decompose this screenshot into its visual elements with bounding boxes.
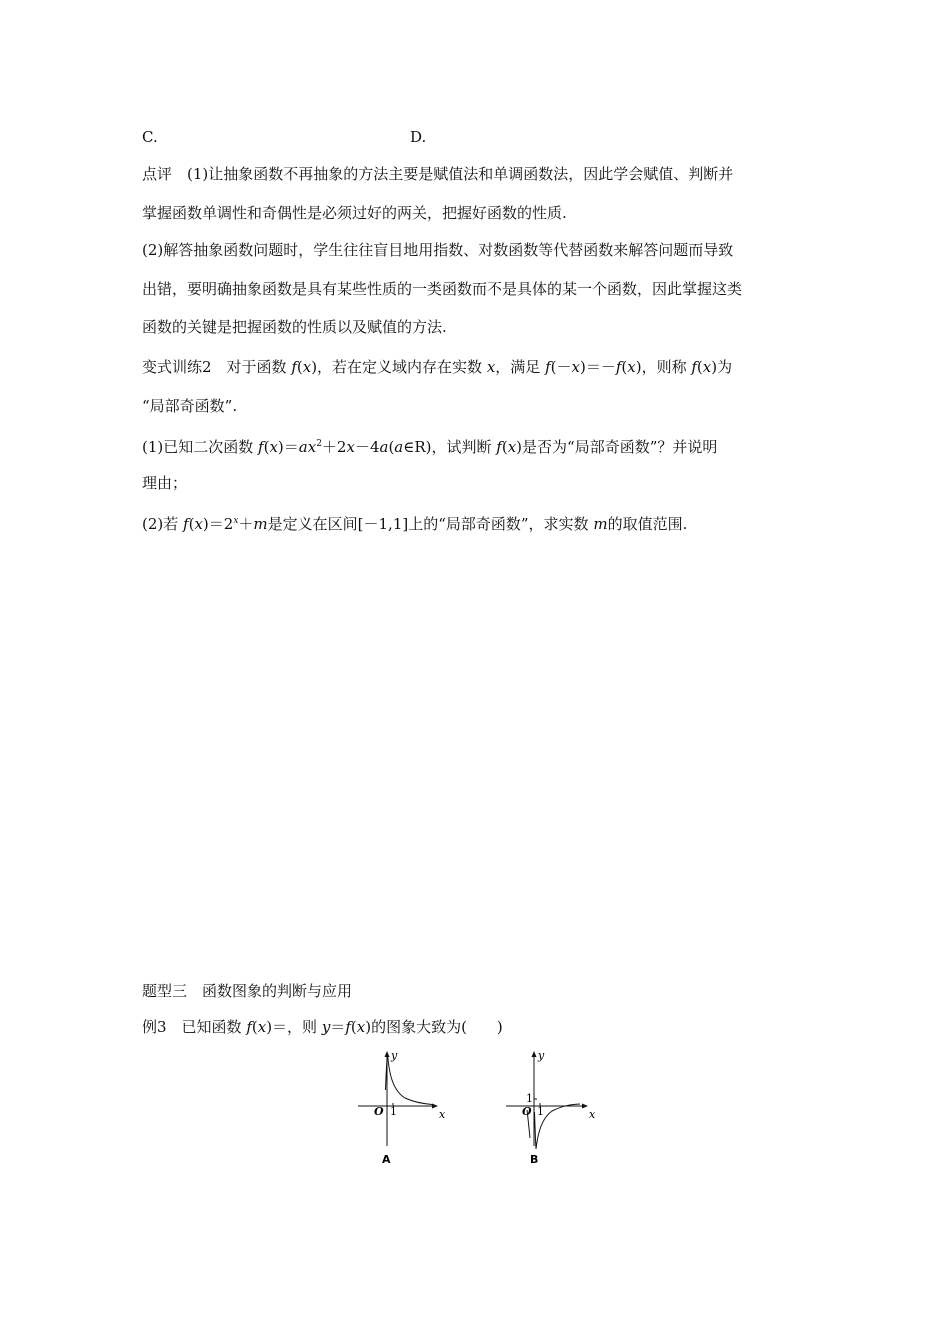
graph-a-x-label: x <box>439 1108 446 1121</box>
exercise-question2: (2)若 $f(x)=2^x+m$是定义在区间[－1,1]上的“局部奇函数”，求实数 m的取值范围. <box>142 515 688 533</box>
graph-a-x-arrow-icon <box>432 1104 438 1109</box>
graph-b-x-arrow-icon <box>582 1104 588 1109</box>
choice-c-label: C. <box>142 128 158 146</box>
graph-a-y-label: y <box>391 1049 398 1062</box>
section-title: 题型三 函数图象的判断与应用 <box>142 982 353 1000</box>
graph-a-tick-label: 1 <box>390 1105 397 1118</box>
comment-paragraph1-line2: 掌握函数单调性和奇偶性是必须过好的两关，把握好函数的性质. <box>142 204 567 222</box>
graph-b-y-arrow-icon <box>532 1051 537 1057</box>
graph-a-svg <box>350 1046 460 1171</box>
comment-paragraph2-line2: 出错，要明确抽象函数是具有某些性质的一类函数而不是具体的某一个函数，因此掌握这类 <box>142 280 743 298</box>
graph-b-svg <box>500 1046 610 1171</box>
graph-option-b[interactable] <box>500 1046 610 1171</box>
graph-a-origin-label: O <box>374 1105 384 1118</box>
comment-paragraph2-line1: (2)解答抽象函数问题时，学生往往盲目地用指数、对数函数等代替函数来解答问题而导致 <box>142 241 734 259</box>
graph-b-x-tick-label: 1 <box>537 1105 544 1118</box>
graph-b-x-label: x <box>589 1108 596 1121</box>
comment-paragraph1-line1: 点评 (1)让抽象函数不再抽象的方法主要是赋值法和单调函数法，因此学会赋值、判断并 <box>142 165 734 183</box>
exercise-question1-line1: (1)已知二次函数 $f(x)=ax^2+2x-4a(a\in R)$，试判断 f(x)是否为“局部奇函数”？并说明 <box>142 438 718 456</box>
comment-paragraph2-line3: 函数的关键是把握函数的性质以及赋值的方法. <box>142 318 447 336</box>
graph-b-y-label: y <box>538 1049 545 1062</box>
graph-a-letter: A <box>382 1153 391 1166</box>
example3-question: 例3 已知函数 f(x)＝，则 y＝f(x)的图象大致为( ) <box>142 1018 503 1036</box>
graph-option-a[interactable] <box>350 1046 460 1171</box>
exercise-question1-line2: 理由； <box>142 474 188 492</box>
exercise-intro-line2: “局部奇函数”. <box>142 397 238 415</box>
exercise-intro-line1: 变式训练2 对于函数 f(x)，若在定义域内存在实数 x，满足 f(－x)＝－f(x)，则称 f(x)为 <box>142 358 733 376</box>
graph-b-origin-label: O <box>522 1105 532 1118</box>
graph-b-letter: B <box>530 1153 539 1166</box>
choice-d-label: D. <box>410 128 427 146</box>
graph-b-y-tick-label: 1 <box>526 1092 533 1105</box>
